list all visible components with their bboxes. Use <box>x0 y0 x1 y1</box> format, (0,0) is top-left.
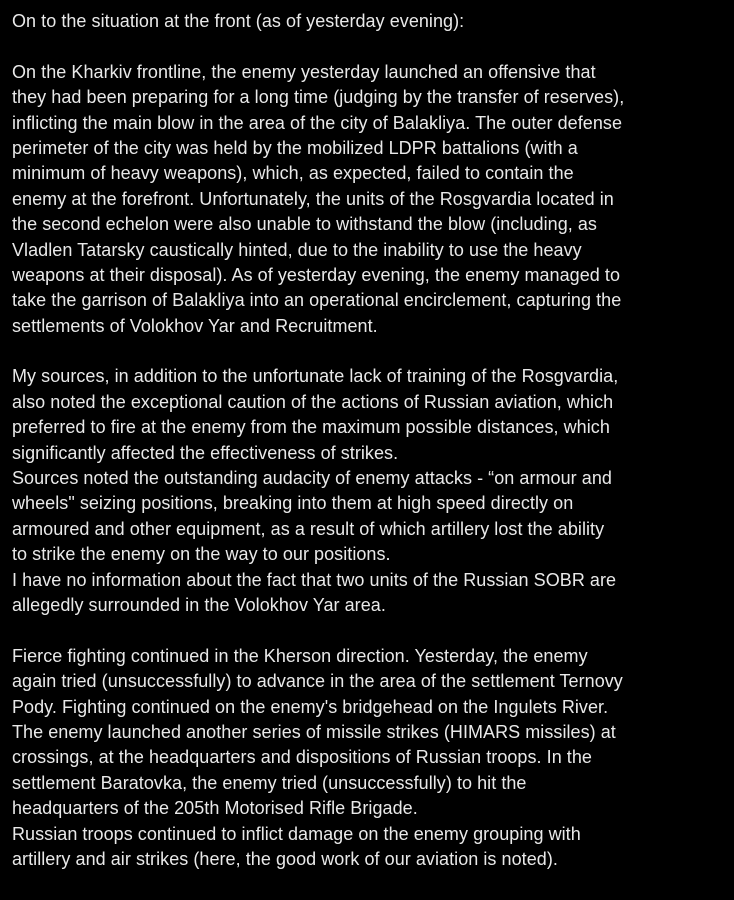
text-line: armoured and other equipment, as a result of which artillery lost the ability <box>12 518 605 539</box>
text-line: Vladlen Tatarsky caustically hinted, due to the inability to use the heavy <box>12 239 582 260</box>
text-line: The enemy launched another series of missile strikes (HIMARS missiles) at <box>12 721 616 742</box>
text-line: the second echelon were also unable to withstand the blow (including, as <box>12 214 597 235</box>
paragraph-spacer <box>12 339 724 364</box>
text-line: Pody. Fighting continued on the enemy's bridgehead on the Ingulets River. <box>12 696 609 717</box>
text-line: enemy at the forefront. Unfortunately, the units of the Rosgvardia located in <box>12 188 614 209</box>
text-line: perimeter of the city was held by the mobilized LDPR battalions (with a <box>12 137 578 158</box>
text-line: Russian troops continued to inflict damage on the enemy grouping with <box>12 823 581 844</box>
text-line: minimum of heavy weapons), which, as expected, failed to contain the <box>12 163 574 184</box>
text-line: Fierce fighting continued in the Kherson direction. Yesterday, the enemy <box>12 645 588 666</box>
text-line: Sources noted the outstanding audacity of enemy attacks - “on armour and <box>12 468 612 489</box>
text-line: to strike the enemy on the way to our positions. <box>12 544 391 565</box>
text-line: they had been preparing for a long time (judging by the transfer of reserves), <box>12 87 625 108</box>
text-line: inflicting the main blow in the area of the city of Balakliya. The outer defense <box>12 112 623 133</box>
text-line: I have no information about the fact that two units of the Russian SOBR are <box>12 569 617 590</box>
text-line: allegedly surrounded in the Volokhov Yar area. <box>12 594 386 615</box>
message-heading: On to the situation at the front (as of yesterday evening): <box>12 11 465 31</box>
text-line: settlements of Volokhov Yar and Recruitment. <box>12 315 378 336</box>
text-line: crossings, at the headquarters and dispositions of Russian troops. In the <box>12 747 592 768</box>
paragraph-kharkiv-frontline <box>12 60 724 339</box>
paragraph-kherson-direction <box>12 644 724 873</box>
text-line: My sources, in addition to the unfortunate lack of training of the Rosgvardia, <box>12 366 619 387</box>
text-line: On the Kharkiv frontline, the enemy yesterday launched an offensive that <box>12 61 596 82</box>
paragraph-spacer <box>12 618 724 643</box>
text-line: wheels" seizing positions, breaking into them at high speed directly on <box>12 493 574 514</box>
text-line: take the garrison of Balakliya into an operational encirclement, capturing the <box>12 290 622 311</box>
text-line: again tried (unsuccessfully) to advance in the area of the settlement Ternovy <box>12 671 623 692</box>
text-line: significantly affected the effectiveness of strikes. <box>12 442 399 463</box>
text-line: headquarters of the 205th Motorised Rifle Brigade. <box>12 798 418 819</box>
paragraph-spacer <box>12 34 724 59</box>
text-line: also noted the exceptional caution of the actions of Russian aviation, which <box>12 391 614 412</box>
text-line: settlement Baratovka, the enemy tried (unsuccessfully) to hit the <box>12 772 527 793</box>
text-line: weapons at their disposal). As of yesterday evening, the enemy managed to <box>12 264 621 285</box>
text-line: artillery and air strikes (here, the good work of our aviation is noted). <box>12 848 558 869</box>
paragraph-sources <box>12 364 724 618</box>
text-line: preferred to fire at the enemy from the maximum possible distances, which <box>12 417 610 438</box>
